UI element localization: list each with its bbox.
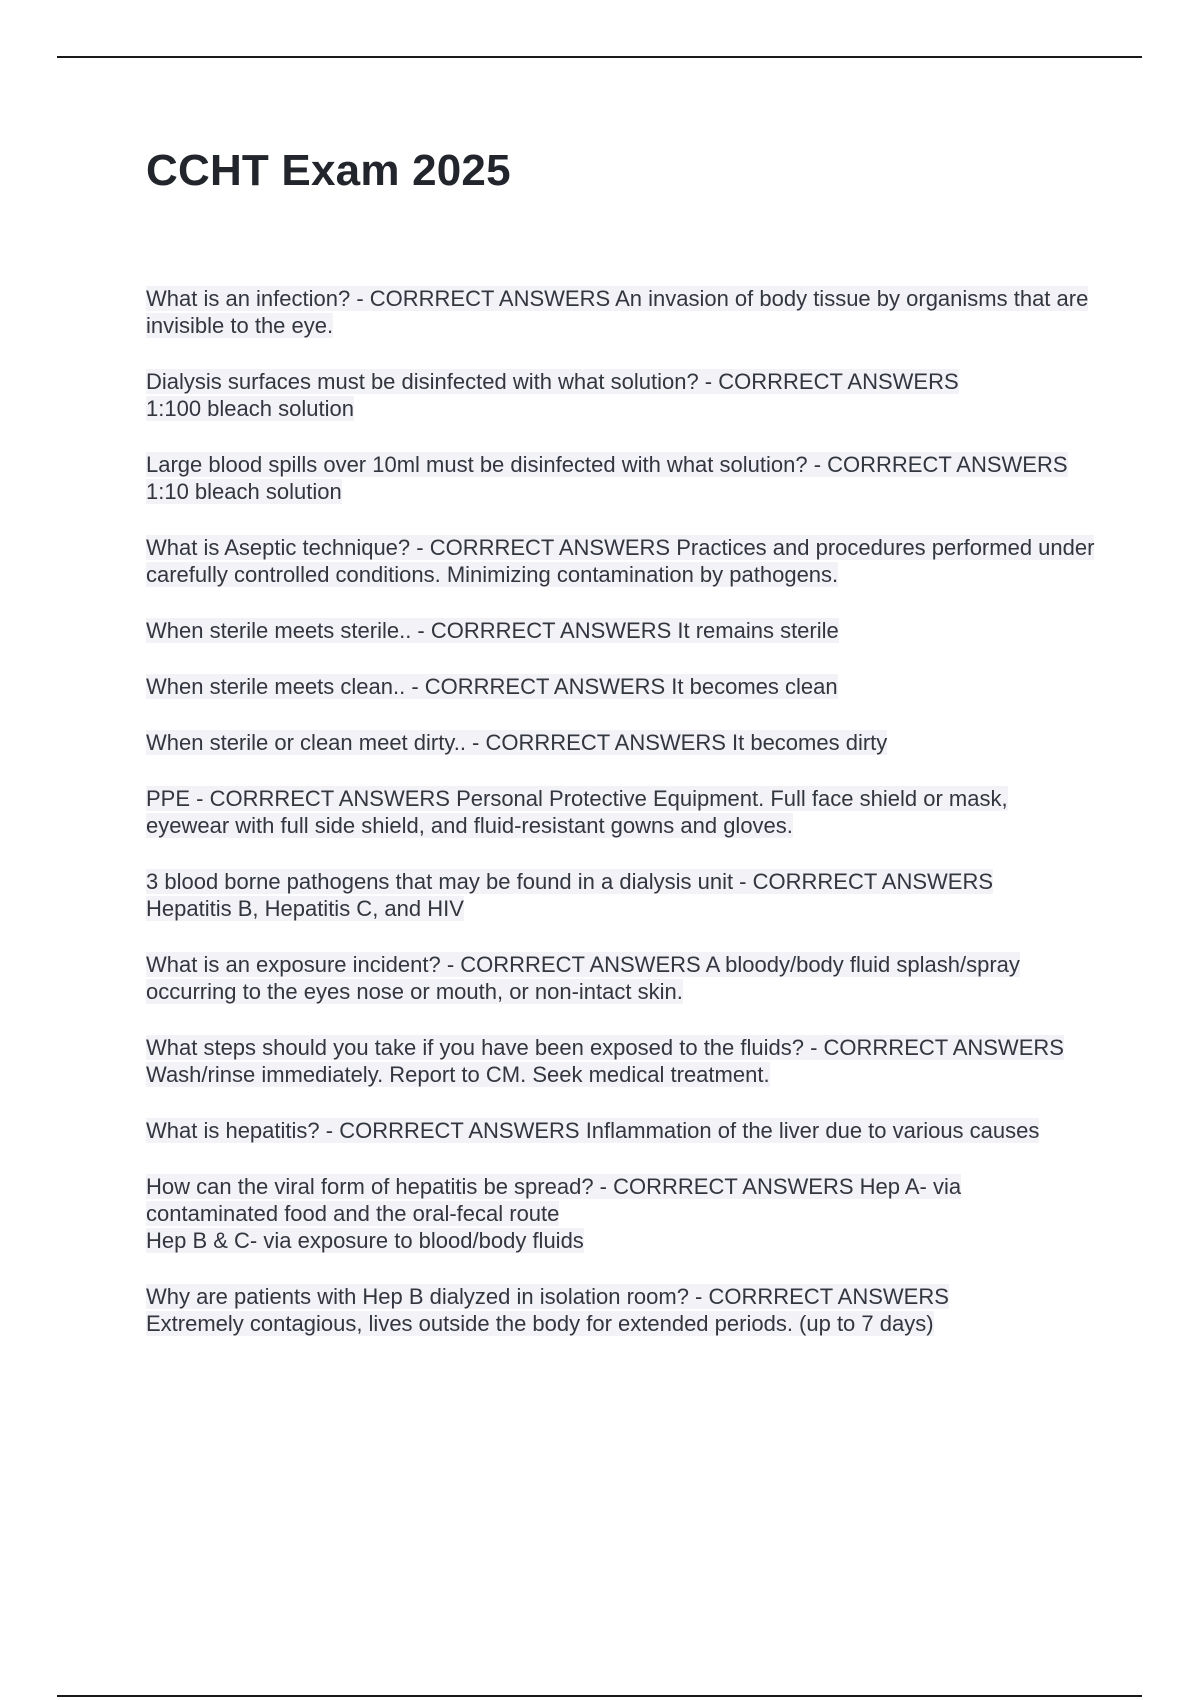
qa-item [146,451,1096,505]
qa-text: Large blood spills over 10ml must be disinfected with what solution? - CORRRECT ANSWERS 1:10 bleach solution [146,452,1068,504]
qa-text: How can the viral form of hepatitis be spread? - CORRRECT ANSWERS Hep A- via contaminated food and the oral-fecal route Hep B & C- via exposure to blood/body fluids [146,1174,962,1253]
qa-item [146,285,1096,339]
qa-item [146,368,1096,422]
qa-text: When sterile meets sterile.. - CORRRECT ANSWERS It remains sterile [146,618,839,643]
qa-text: What steps should you take if you have been exposed to the fluids? - CORRRECT ANSWERS Wash/rinse immediately. Report to CM. Seek medical treatment. [146,1035,1064,1087]
qa-item [146,534,1096,588]
qa-item [146,868,1096,922]
qa-item [146,951,1096,1005]
qa-item [146,785,1096,839]
qa-item [146,729,1096,756]
qa-item [146,673,1096,700]
qa-text: What is an exposure incident? - CORRRECT ANSWERS A bloody/body fluid splash/spray occurring to the eyes nose or mouth, or non-intact skin. [146,952,1020,1004]
header-rule [57,56,1142,58]
footer-rule [57,1695,1142,1697]
qa-text: Why are patients with Hep B dialyzed in isolation room? - CORRRECT ANSWERS Extremely contagious, lives outside the body for extended periods. (up to 7 days) [146,1284,949,1336]
qa-item [146,1283,1096,1337]
qa-text: What is an infection? - CORRRECT ANSWERS An invasion of body tissue by organisms that are invisible to the eye. [146,286,1089,338]
qa-text: 3 blood borne pathogens that may be found in a dialysis unit - CORRRECT ANSWERS Hepatitis B, Hepatitis C, and HIV [146,869,994,921]
qa-text: PPE - CORRRECT ANSWERS Personal Protective Equipment. Full face shield or mask, eyewear with full side shield, and fluid-resistant gowns and gloves. [146,786,1008,838]
qa-text: When sterile meets clean.. - CORRRECT ANSWERS It becomes clean [146,674,838,699]
qa-text: Dialysis surfaces must be disinfected with what solution? - CORRRECT ANSWERS 1:100 bleach solution [146,369,959,421]
qa-item [146,1034,1096,1088]
qa-text: When sterile or clean meet dirty.. - CORRRECT ANSWERS It becomes dirty [146,730,888,755]
qa-item [146,1173,1096,1254]
qa-text: What is hepatitis? - CORRRECT ANSWERS Inflammation of the liver due to various causes [146,1118,1040,1143]
qa-item [146,617,1096,644]
page-title: CCHT Exam 2025 [146,146,511,195]
qa-item [146,1117,1096,1144]
qa-list [146,285,1096,1366]
qa-text: What is Aseptic technique? - CORRRECT ANSWERS Practices and procedures performed under carefully controlled conditions. Minimizing contamination by pathogens. [146,535,1095,587]
